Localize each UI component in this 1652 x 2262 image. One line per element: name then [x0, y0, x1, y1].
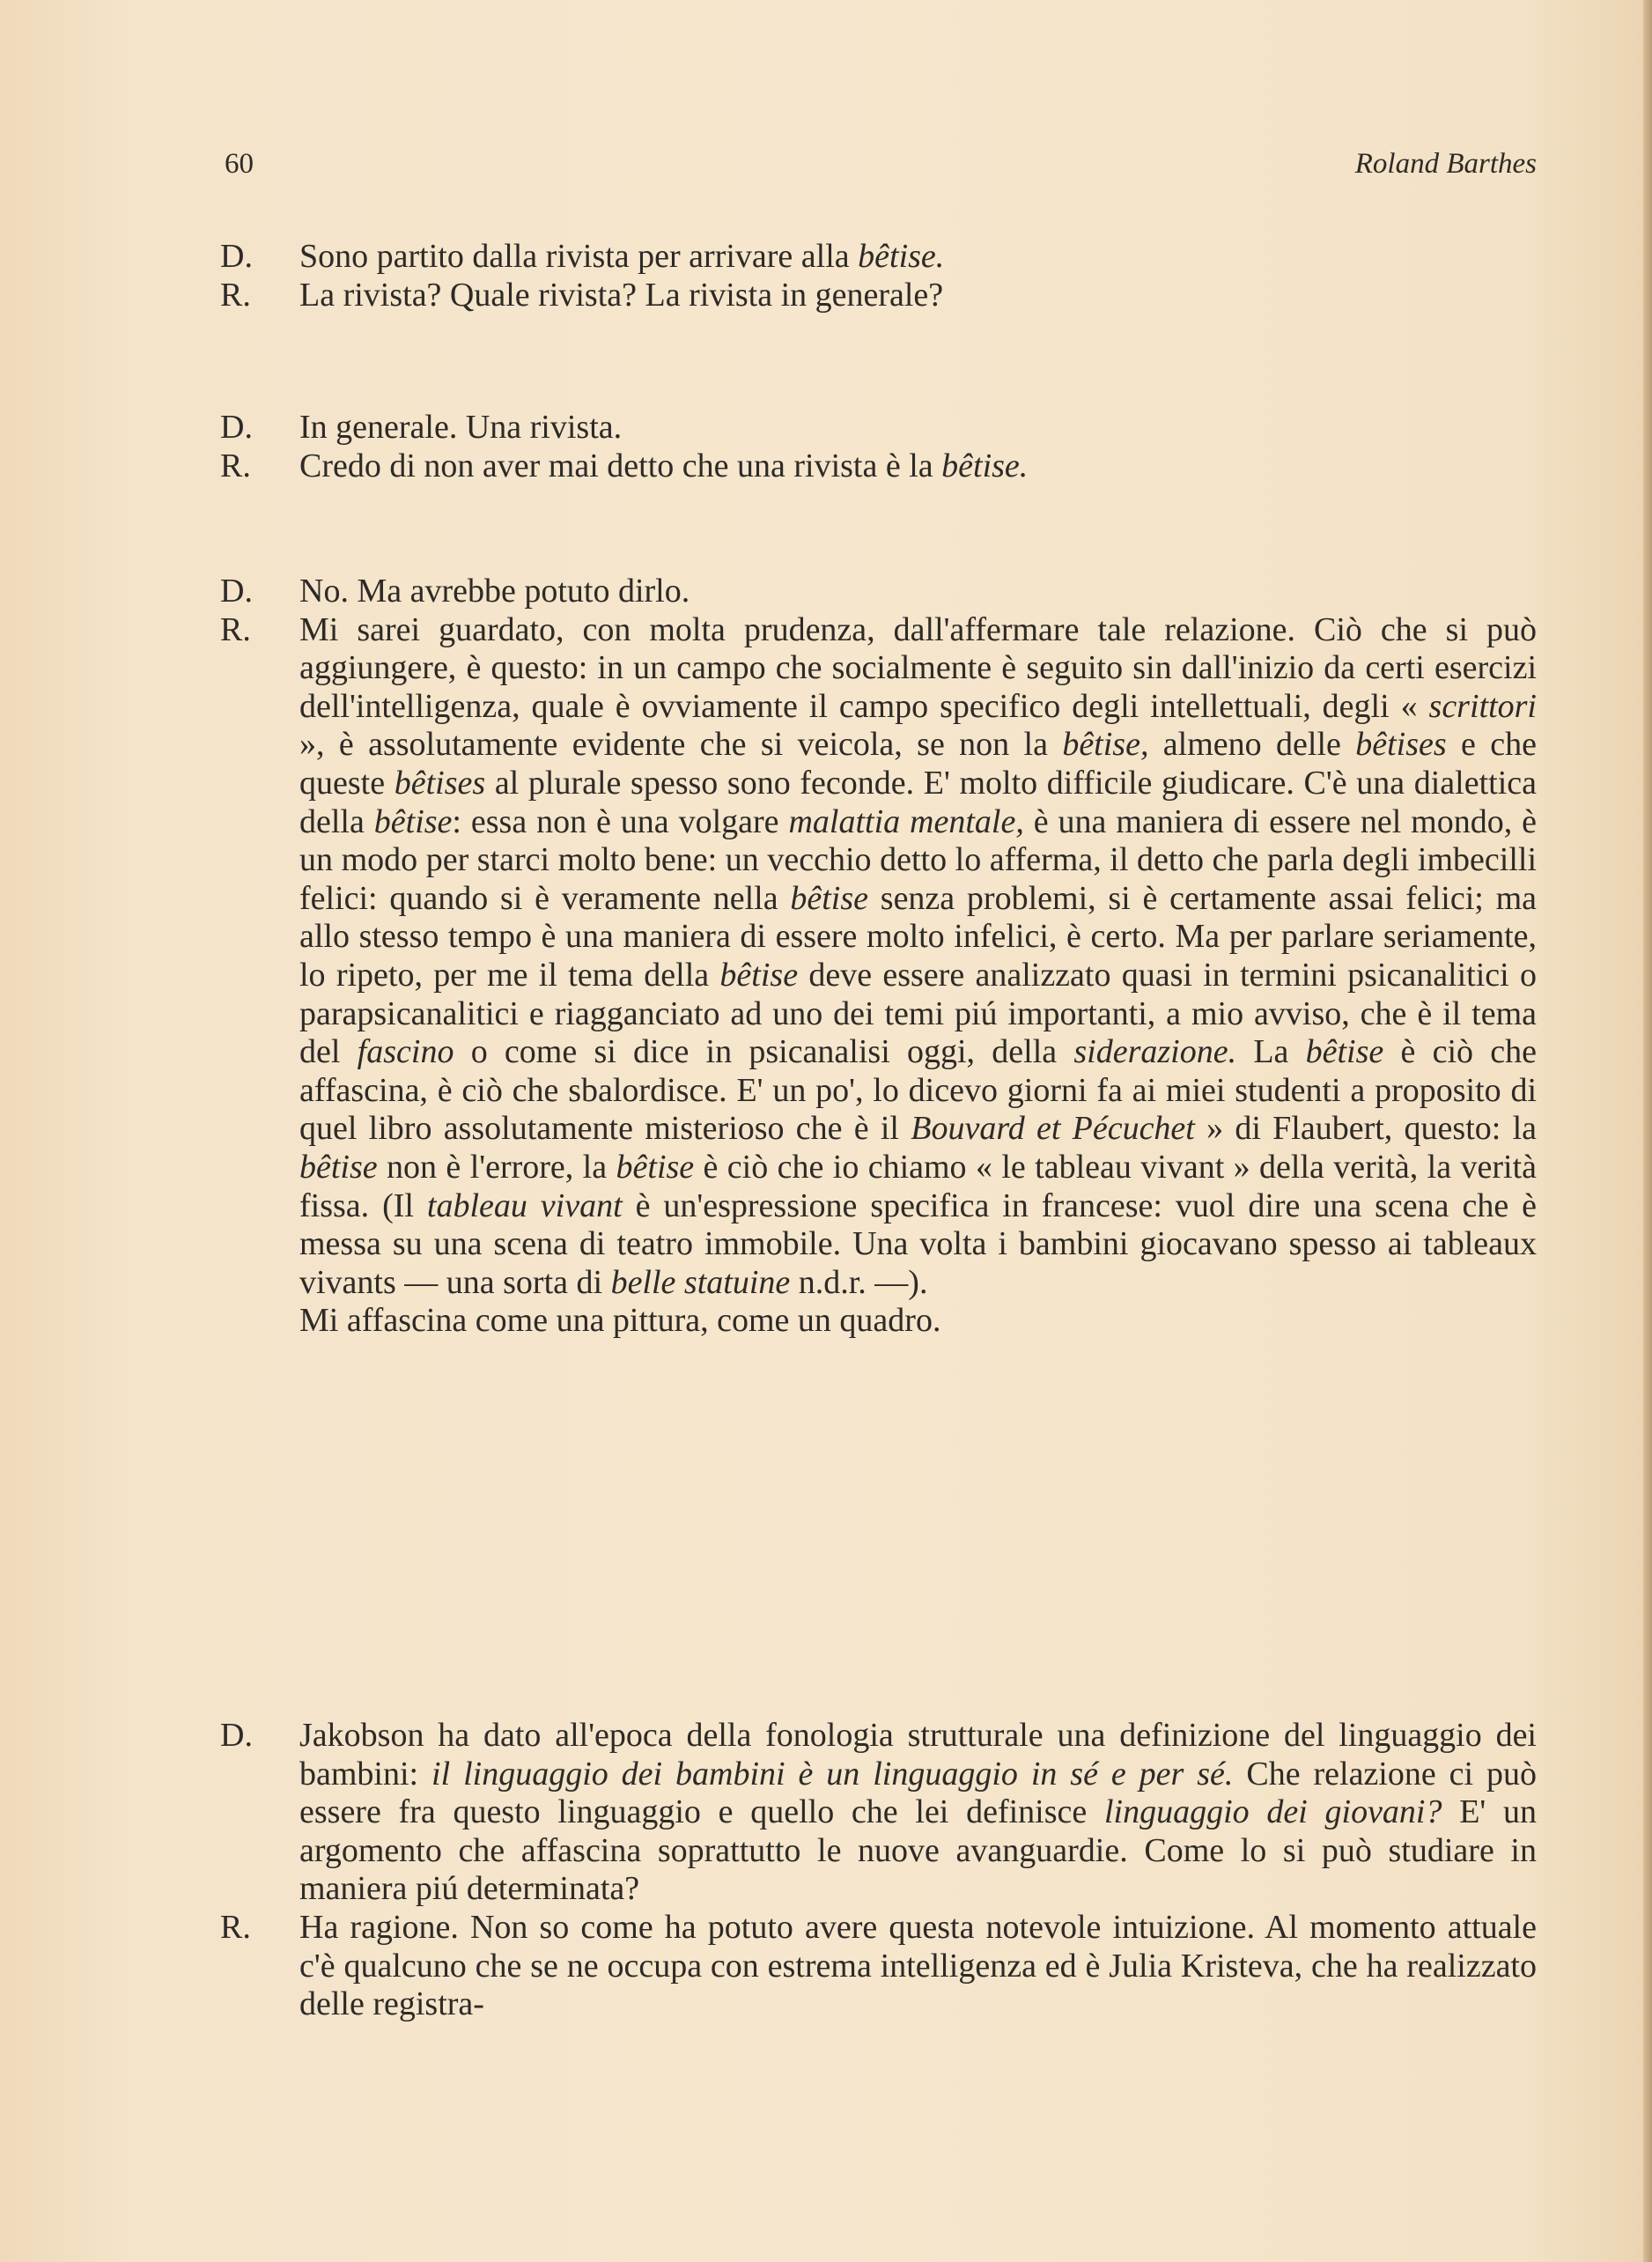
italic-text: bêtise, [1062, 726, 1149, 764]
entry-text: Credo di non aver mai detto che una rivista è la bêtise. [299, 447, 1029, 484]
dialogue-block-3 [220, 573, 1537, 1341]
italic-text: tableau vivant [426, 1186, 623, 1224]
dialogue-entry [220, 573, 1537, 611]
speaker-label: D. [220, 409, 253, 446]
entry-text [299, 611, 1537, 1341]
dialogue-block-2 [220, 409, 1537, 485]
dialogue-entry [220, 277, 1537, 315]
dialogue-entry [220, 1717, 1537, 1909]
speaker-label: D. [220, 573, 253, 610]
italic-text: bêtises [394, 764, 486, 802]
italic-text: linguaggio dei giovani? [1103, 1793, 1442, 1831]
speaker-label: D. [220, 1717, 253, 1754]
speaker-label: R. [220, 1908, 251, 1946]
running-head: Roland Barthes [1354, 148, 1537, 180]
page-number: 60 [225, 148, 254, 180]
italic-text: bêtise [616, 1148, 695, 1186]
italic-text: scrittori [1428, 687, 1537, 725]
entry-text: Sono partito dalla rivista per arrivare alla bêtise. [299, 238, 945, 275]
italic-text: malattia mentale, [788, 802, 1024, 840]
entry-text: In generale. Una rivista. [299, 409, 623, 446]
dialogue-entry [220, 611, 1537, 1341]
dialogue-block-4 [220, 1717, 1537, 2024]
italic-text: bêtise [373, 802, 453, 840]
italic-text: bêtise [1305, 1033, 1384, 1071]
dialogue-entry [220, 1909, 1537, 2024]
italic-text: bêtises [1355, 726, 1447, 764]
entry-text: No. Ma avrebbe potuto dirlo. [299, 573, 690, 610]
dialogue-entry [220, 238, 1537, 277]
italic-text: bêtise [299, 1148, 378, 1186]
page-header [225, 141, 1537, 185]
dialogue-entry [220, 447, 1537, 486]
italic-text: belle statuine [610, 1263, 791, 1301]
dialogue-block-1 [220, 238, 1537, 314]
italic-text: bêtise. [858, 238, 945, 275]
speaker-label: R. [220, 610, 251, 648]
italic-text: siderazione. [1073, 1033, 1237, 1071]
speaker-label: R. [220, 447, 251, 484]
italic-text: bêtise [719, 956, 799, 994]
italic-text: il linguaggio dei bambini è un linguaggio in sé e per sé. [431, 1755, 1234, 1793]
italic-text: bêtise [790, 879, 869, 917]
dialogue-entry [220, 409, 1537, 447]
italic-text: Bouvard et Pécuchet [911, 1110, 1195, 1148]
answer-continuation: Mi affascina come una pittura, come un quadro. [299, 1302, 941, 1340]
entry-text: Ha ragione. Non so come ha potuto avere questa notevole intuizione. Al momento attuale c'è qualcuno che se ne occupa con estrema intelligenza ed è Julia Kristeva, che ha realizzato delle registra- [299, 1908, 1537, 2023]
italic-text: fascino [357, 1033, 454, 1071]
entry-text: La rivista? Quale rivista? La rivista in generale? [299, 276, 944, 314]
entry-text: Jakobson ha dato all'epoca della fonologia strutturale una definizione del linguaggio dei bambini: il linguaggio dei bambini è un linguaggio in sé e per sé. Che relazione ci può essere fra questo linguaggio e quello che lei definisce linguaggio dei giovani? E' un argomento che affascina soprattutto le nuove avanguardie. Come lo si può studiare in maniera piú determinata? [299, 1717, 1538, 1908]
speaker-label: R. [220, 276, 251, 314]
speaker-label: D. [220, 238, 253, 275]
answer-paragraph: Mi sarei guardato, con molta prudenza, dall'affermare tale relazione. Ciò che si può aggiungere, è questo: in un campo che socialmente è seguito sin dall'inizio da certi esercizi dell'intelligenza, quale è ovviamente il campo specifico degli intellettuali, degli « scrittori », è assolutamente evidente che si veicola, se non la bêtise, almeno delle bêtises e che queste bêtises al plurale spesso sono feconde. E' molto difficile giudicare. C'è una dialettica della bêtise: essa non è una volgare malattia mentale, è una maniera di essere nel mondo, è un modo per starci molto bene: un vecchio detto lo afferma, il detto che parla degli imbecilli felici: quando si è veramente nella bêtise senza problemi, si è certamente assai felici; ma allo stesso tempo è una maniera di essere molto infelici, è certo. Ma per parlare seriamente, lo ripeto, per me il tema della bêtise deve essere analizzato quasi in termini psicanalitici o parapsicanalitici e riagganciato ad uno dei temi piú importanti, a mio avviso, che è il tema del fascino o come si dice in psicanalisi oggi, della siderazione. La bêtise è ciò che affascina, è ciò che sbalordisce. E' un po', lo dicevo giorni fa ai miei studenti a proposito di quel libro assolutamente misterioso che è il Bouvard et Pécuchet » di Flaubert, questo: la bêtise non è l'errore, la bêtise è ciò che io chiamo « le tableau vivant » della verità, la verità fissa. (Il tableau vivant è un'espressione specifica in francese: vuol dire una scena che è messa su una scena di teatro immobile. Una volta i bambini giocavano spesso ai tableaux vivants — una sorta di belle statuine n.d.r. —). [299, 610, 1538, 1301]
page-edge [1643, 0, 1652, 2262]
italic-text: bêtise. [941, 447, 1029, 484]
